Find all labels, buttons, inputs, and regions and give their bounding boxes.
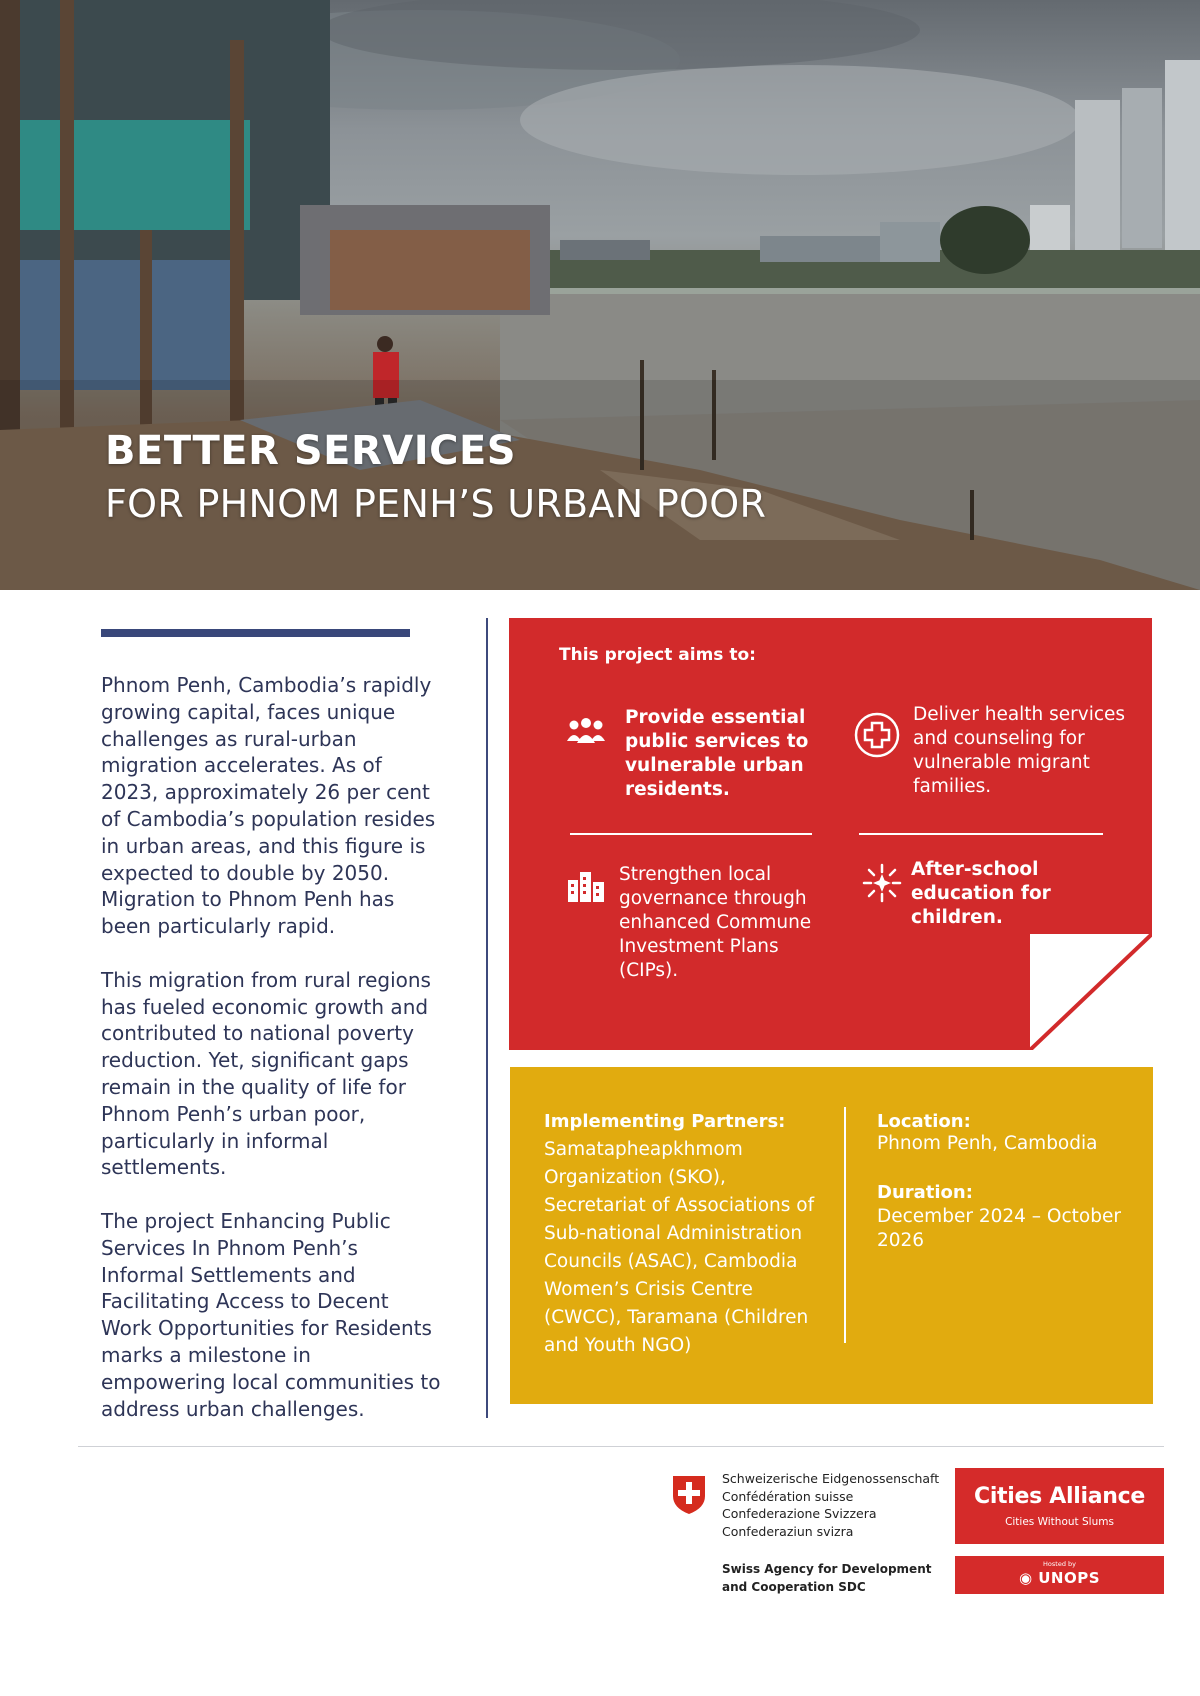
hero-photo [0, 0, 1200, 590]
aims-divider-right [859, 833, 1103, 835]
aim-public-services: Provide essential public services to vulnerable urban residents. [625, 707, 809, 800]
column-divider [486, 618, 488, 1418]
sdc-label [722, 1560, 931, 1596]
unops-hosted-by: Hosted by [1043, 1560, 1076, 1568]
info-divider [844, 1107, 846, 1343]
partners-label: Implementing Partners: [544, 1111, 786, 1132]
swiss-name-de: Schweizerische Eidgenossenschaft [722, 1471, 940, 1486]
sdc-line-2: and Cooperation SDC [722, 1580, 866, 1594]
project-aims-box [509, 618, 1152, 1050]
unops-name-text: UNOPS [1038, 1569, 1101, 1587]
swiss-name-rm: Confederaziun svizra [722, 1523, 854, 1539]
aims-title: This project aims to: [559, 645, 756, 665]
aim-after-school-education: After-school education for children. [911, 859, 1051, 928]
footer-rule [78, 1446, 1164, 1447]
page-curl-graphic [1030, 934, 1152, 1050]
health-cross-icon [854, 712, 900, 758]
un-emblem-icon: ◉ [1018, 1569, 1039, 1587]
swiss-shield-logo [671, 1474, 707, 1515]
aim-local-governance: Strengthen local governance through enhanced Commune Investment Plans (CIPs). [619, 864, 812, 981]
swiss-name-it: Confederazione Svizzera [722, 1506, 877, 1521]
location-label: Location: [877, 1111, 971, 1132]
hero-subtitle: FOR PHNOM PENH’S URBAN POOR [105, 482, 767, 526]
duration-label: Duration: [877, 1182, 973, 1203]
cities-alliance-name: Cities Alliance [973, 1484, 1146, 1509]
city-buildings-icon [567, 870, 605, 902]
cities-alliance-logo [955, 1468, 1164, 1544]
intro-text [101, 672, 441, 1449]
swiss-confederation-names [722, 1470, 939, 1540]
cities-alliance-tagline: Cities Without Slums [1005, 1516, 1114, 1528]
swiss-name-fr: Confédération suisse [722, 1488, 854, 1504]
sparkle-icon [862, 863, 902, 903]
people-group-icon [566, 717, 606, 747]
intro-paragraph-2: This migration from rural regions has fueled economic growth and contributed to national poverty reduction. Yet, significant gaps remain in the quality of life for Phnom Penh’s urban poor, particularly in informal settlements. [101, 967, 431, 1180]
intro-paragraph-1: Phnom Penh, Cambodia’s rapidly growing capital, faces unique challenges as rural-urban migration accelerates. As of 2023, approximately 26 per cent of Cambodia’s population resides in urban areas, and this figure is expected to double by 2050. Migration to Phnom Penh has been particularly rapid. [101, 673, 436, 939]
duration-value: December 2024 – October 2026 [877, 1206, 1121, 1251]
sdc-line-1: Swiss Agency for Development [722, 1562, 932, 1576]
unops-logo [955, 1556, 1164, 1594]
location-value: Phnom Penh, Cambodia [877, 1133, 1098, 1154]
aim-health-services: Deliver health services and counseling for vulnerable migrant families. [913, 704, 1126, 797]
unops-name [955, 1569, 1164, 1587]
aims-divider-left [570, 833, 812, 835]
project-info-box [510, 1067, 1153, 1404]
accent-bar [101, 629, 410, 637]
intro-paragraph-3: The project Enhancing Public Services In Phnom Penh’s Informal Settlements and Facilitating Access to Decent Work Opportunities for Residents marks a milestone in empowering local communities to address urban challenges. [101, 1208, 441, 1421]
partners-value: Samatapheapkhmom Organization (SKO), Secretariat of Associations of Sub-national Administration Councils (ASAC), Cambodia Women’s Crisis Centre (CWCC), Taramana (Children and Youth NGO) [544, 1139, 815, 1356]
hero-title: BETTER SERVICES [105, 428, 517, 474]
